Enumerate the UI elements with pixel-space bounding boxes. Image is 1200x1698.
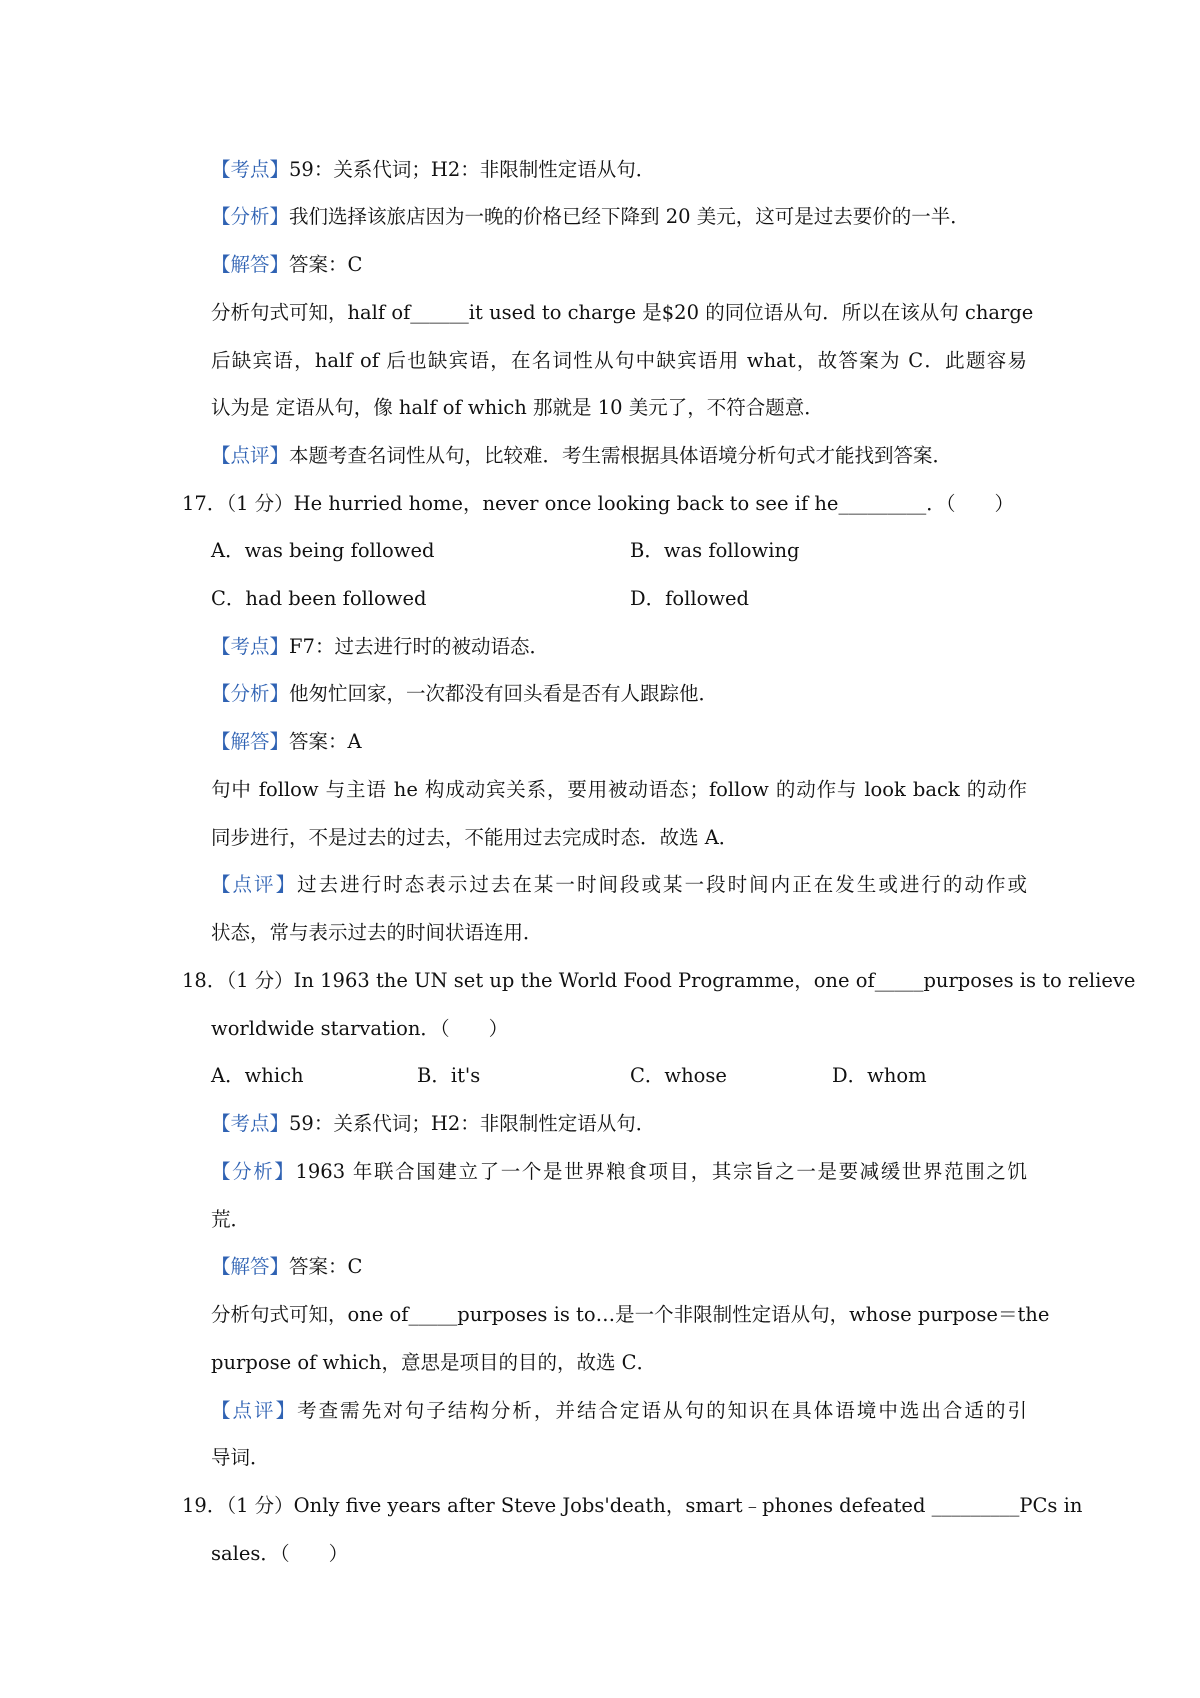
dianping-tag: 【点评】 <box>211 1399 298 1422</box>
question-text: sales．（ ） <box>211 1542 349 1565</box>
question-18-cont <box>0 1015 1200 1043</box>
explanation-line <box>211 1301 1200 1329</box>
jieda-tag: 【解答】 <box>211 730 290 753</box>
kaodian-tag: 【考点】 <box>211 158 290 181</box>
explanation-text: 分析句式可知，half of______it used to charge 是$20 的同位语从句．所以在该从句 charge <box>211 301 1034 324</box>
fenxi-text: 我们选择该旅店因为一晚的价格已经下降到 20 美元，这可是过去要价的一半． <box>289 205 970 228</box>
kaodian-line <box>0 633 1200 661</box>
kaodian-line <box>0 1110 1200 1138</box>
explanation-text: 句中 follow 与主语 he 构成动宾关系，要用被动语态；follow 的动作与 look back 的动作 <box>211 778 1027 801</box>
jieda-tag: 【解答】 <box>211 1255 290 1278</box>
fenxi-text: 1963 年联合国建立了一个是世界粮食项目，其宗旨之一是要减缓世界范围之饥 <box>295 1160 1027 1183</box>
jieda-line <box>0 1253 1200 1281</box>
dianping-tag: 【点评】 <box>211 444 290 467</box>
fenxi-line <box>0 1206 1200 1234</box>
fenxi-line <box>0 680 1200 708</box>
explanation-line <box>0 394 1200 422</box>
explanation-line <box>211 347 1200 375</box>
kaodian-text: 59：关系代词；H2：非限制性定语从句． <box>289 1112 656 1135</box>
explanation-line <box>0 824 1200 852</box>
jieda-line <box>0 251 1200 279</box>
dianping-line <box>0 442 1200 470</box>
explanation-line <box>211 776 1200 804</box>
fenxi-text: 他匆忙回家，一次都没有回头看是否有人跟踪他． <box>289 682 719 705</box>
dianping-text: 考查需先对句子结构分析，并结合定语从句的知识在具体语境中选出合适的引 <box>297 1399 1027 1422</box>
explanation-text: 后缺宾语，half of 后也缺宾语，在名词性从句中缺宾语用 what，故答案为 C．此题容易 <box>211 349 1027 372</box>
option-b: B．it's <box>417 1064 481 1087</box>
kaodian-tag: 【考点】 <box>211 1112 290 1135</box>
dianping-line <box>0 919 1200 947</box>
question-18 <box>182 967 1200 995</box>
fenxi-text: 荒． <box>211 1208 251 1231</box>
explanation-line <box>0 1349 1200 1377</box>
dianping-text: 导词． <box>211 1446 270 1469</box>
kaodian-line <box>0 156 1200 184</box>
question-19-cont <box>0 1540 1200 1568</box>
dianping-text: 本题考查名词性从句，比较难．考生需根据具体语境分析句式才能找到答案． <box>289 444 953 467</box>
fenxi-tag: 【分析】 <box>211 1160 296 1183</box>
explanation-line <box>211 299 1200 327</box>
fenxi-tag: 【分析】 <box>211 205 290 228</box>
dianping-text: 状态，常与表示过去的时间状语连用． <box>211 921 543 944</box>
question-text: 19．（1 分）Only five years after Steve Jobs'death，smart﹣phones defeated _________PCs in <box>182 1494 1083 1517</box>
option-a: A．which <box>211 1064 304 1087</box>
question-text: worldwide starvation．（ ） <box>211 1017 509 1040</box>
explanation-text: 认为是 定语从句，像 half of which 那就是 10 美元了，不符合题意． <box>211 396 824 419</box>
kaodian-text: 59：关系代词；H2：非限制性定语从句． <box>289 158 656 181</box>
question-19 <box>182 1492 1200 1520</box>
explanation-text: 分析句式可知，one of_____purposes is to…是一个非限制性定语从句，whose purpose＝the <box>211 1303 1050 1326</box>
question-17 <box>0 490 1200 518</box>
fenxi-line <box>211 1158 1200 1186</box>
option-d: D．followed <box>630 587 750 610</box>
explanation-text: purpose of which，意思是项目的目的，故选 C． <box>211 1351 657 1374</box>
fenxi-line <box>0 203 1200 231</box>
jieda-line <box>0 728 1200 756</box>
kaodian-text: F7：过去进行时的被动语态． <box>289 635 549 658</box>
jieda-text: 答案：C <box>289 1255 363 1278</box>
jieda-text: 答案：C <box>289 253 363 276</box>
dianping-line <box>211 1397 1200 1425</box>
fenxi-tag: 【分析】 <box>211 682 290 705</box>
question-text: 18．（1 分）In 1963 the UN set up the World Food Programme，one of_____purposes is to relieve <box>182 969 1136 992</box>
explanation-text: 同步进行，不是过去的过去，不能用过去完成时态．故选 A． <box>211 826 739 849</box>
kaodian-tag: 【考点】 <box>211 635 290 658</box>
option-c: C．had been followed <box>211 587 427 610</box>
option-a: A．was being followed <box>211 539 435 562</box>
dianping-line <box>0 1444 1200 1472</box>
dianping-line <box>211 871 1200 899</box>
dianping-text: 过去进行时态表示过去在某一时间段或某一段时间内正在发生或进行的动作或 <box>297 873 1027 896</box>
jieda-tag: 【解答】 <box>211 253 290 276</box>
dianping-tag: 【点评】 <box>211 873 298 896</box>
option-c: C．whose <box>630 1064 727 1087</box>
jieda-text: 答案：A <box>289 730 362 753</box>
question-text: 17．（1 分）He hurried home，never once looking back to see if he_________．（ ） <box>182 492 1014 515</box>
option-b: B．was following <box>630 539 800 562</box>
option-d: D．whom <box>832 1064 927 1087</box>
